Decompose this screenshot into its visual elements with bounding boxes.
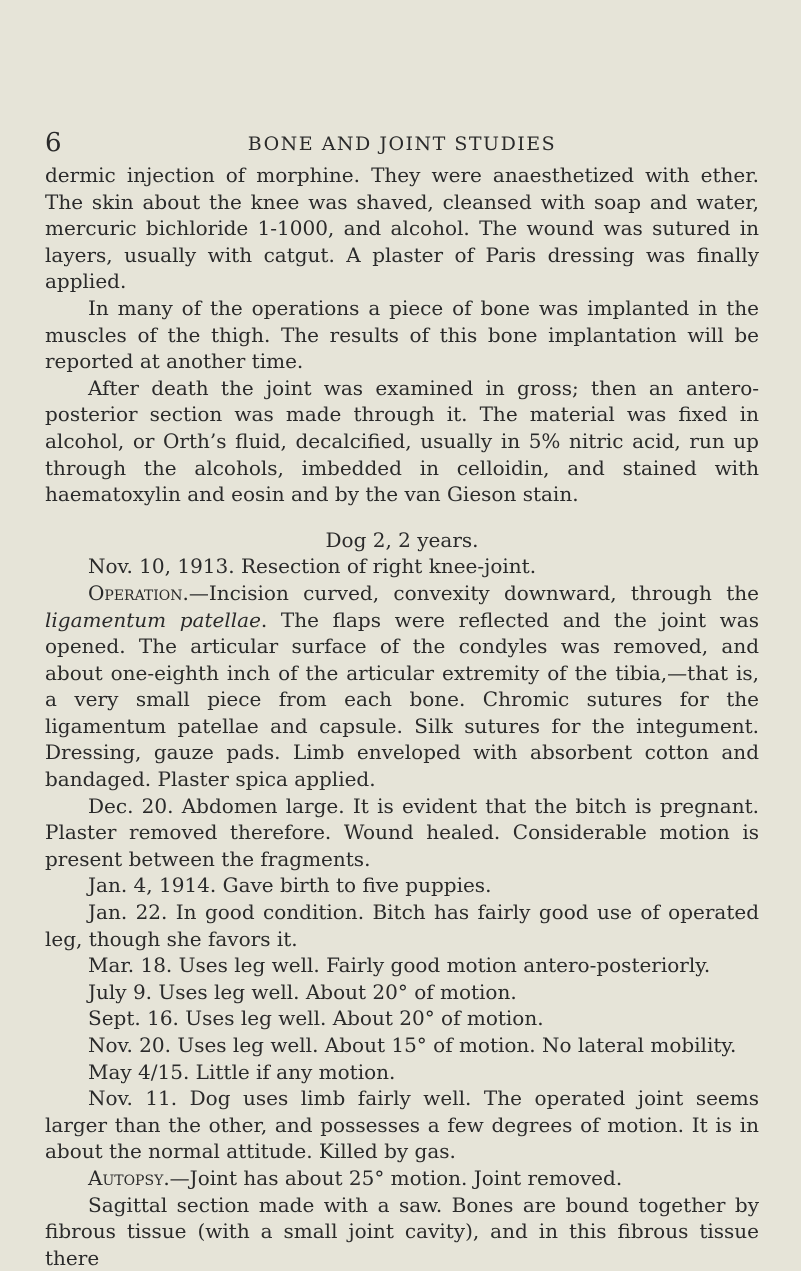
entry-july-9: July 9. Uses leg well. About 20° of motion. (88, 979, 517, 1004)
entry-operation (45, 580, 759, 793)
operation-text-a: .—Incision curved, convexity downward, through the (182, 580, 759, 605)
entry-nov-11: Nov. 11. Dog uses limb fairly well. The operated joint seems larger than the other, and possesses a few degrees of motion. It is in about the normal attitude. Killed by gas. (45, 1086, 759, 1164)
entry-dec-20: Dec. 20. Abdomen large. It is evident that the bitch is pregnant. Plaster removed therefore. Wound healed. Considerable motion is present between the fragments. (45, 793, 759, 871)
paragraph-bone-implantation: In many of the operations a piece of bone was implanted in the muscles of the thigh. The results of this bone implantation will be reported at another time. (45, 295, 759, 374)
entry-mar-18: Mar. 18. Uses leg well. Fairly good motion antero-posteriorly. (88, 953, 711, 978)
entry-may-4: May 4/15. Little if any motion. (88, 1059, 396, 1084)
paragraph-continuation: dermic injection of morphine. They were anaesthetized with ether. The skin about the knee was shaved, cleansed with soap and water, mercuric bichloride 1-1000, and alcohol. The wound was sutured in layers, usually with catgut. A plaster of Paris dressing was finally applied. (45, 163, 759, 294)
entry-jan-4: Jan. 4, 1914. Gave birth to five puppies. (88, 873, 492, 898)
running-head (45, 128, 759, 158)
running-title: BONE AND JOINT STUDIES (247, 133, 557, 155)
body-text (45, 162, 759, 1271)
operation-label: Operation (88, 580, 183, 605)
entry-autopsy (45, 1165, 759, 1192)
paragraph-post-mortem-method: After death the joint was examined in gross; then an antero-posterior section was made through it. The material was fixed in alcohol, or Orth’s fluid, decalcified, usually in 5% nitric acid, run up through the alcohols, imbedded in celloidin, and stained with haematoxylin and eosin and by the van Gieson stain. (45, 375, 759, 507)
entry-resection: Nov. 10, 1913. Resection of right knee-joint. (88, 554, 537, 579)
autopsy-text: .—Joint has about 25° motion. Joint removed. (163, 1165, 623, 1190)
entry-sept-16: Sept. 16. Uses leg well. About 20° of motion. (88, 1006, 544, 1031)
entry-jan-22: Jan. 22. In good condition. Bitch has fairly good use of operated leg, though she favors it. (45, 900, 759, 951)
section-heading: Dog 2, 2 years. (325, 527, 479, 552)
operation-italic-term: ligamentum patellae (45, 607, 261, 632)
autopsy-label: Autopsy (88, 1165, 164, 1190)
entry-nov-20: Nov. 20. Uses leg well. About 15° of motion. No lateral mobility. (88, 1033, 737, 1057)
entry-sagittal-section: Sagittal section made with a saw. Bones are bound together by fibrous tissue (with a small joint cavity), and in this fibrous tissue there (45, 1192, 759, 1270)
page-number: 6 (45, 128, 62, 158)
operation-text-b: . The flaps were reflected and the joint was opened. The articular surface of the condyles was removed, and about one-eighth inch of the articular extremity of the tibia,—that is, a very small piece from each bone. Chromic sutures for the ligamentum patellae and capsule. Silk sutures for the integument. Dressing, gauze pads. Limb enveloped with absorbent cotton and bandaged. Plaster spica applied. (45, 607, 759, 792)
